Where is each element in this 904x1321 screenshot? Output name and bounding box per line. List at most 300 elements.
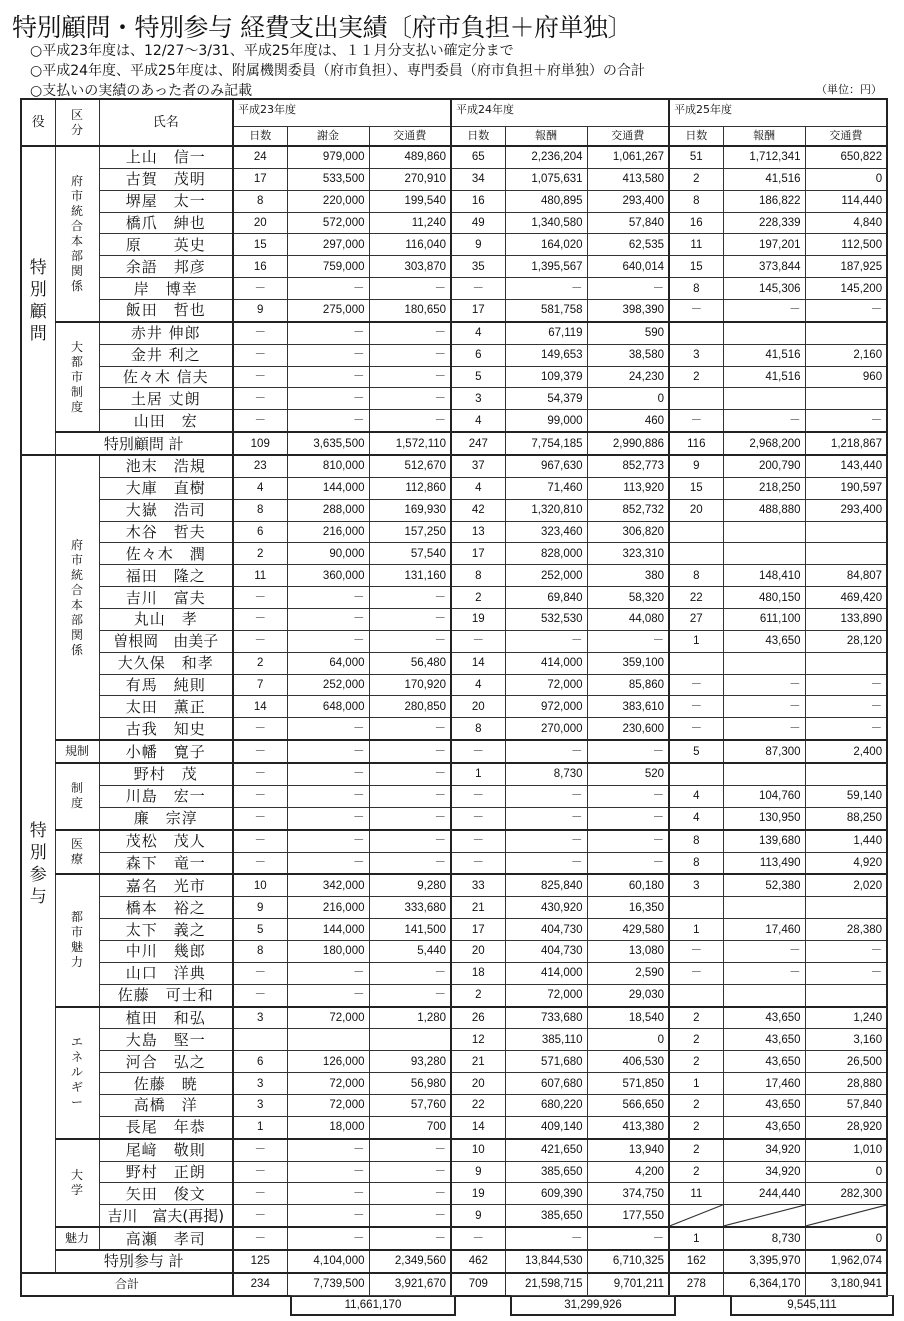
header-h25-days: 日数 [669,127,723,147]
cell-d24: 37 [451,455,505,477]
table-row [21,190,887,212]
cell-p23: － [287,1205,369,1227]
cell-p25: 218,250 [723,477,805,499]
table-row [21,852,887,874]
cell-p25: 373,844 [723,256,805,278]
cell-d25: 1 [669,919,723,941]
cell-d23: 6 [233,1051,287,1073]
cell-t25: 0 [805,168,887,190]
cell-t23: － [369,1139,451,1161]
cell-p24: 1,320,810 [505,499,587,521]
table-row [21,388,887,410]
cell-p23: － [287,410,369,432]
cell-d25: 8 [669,565,723,587]
cell-d25: 9 [669,455,723,477]
cell-t23: － [369,1205,451,1227]
cell-p24: 99,000 [505,410,587,432]
cell-d24: 19 [451,1183,505,1205]
person-name: 余語 邦彦 [99,256,233,278]
header-role: 役 [21,99,55,146]
person-name: 上山 信一 [99,146,233,168]
cell-t24: 1,061,267 [587,146,669,168]
page-title: 特別顧問・特別参与 経費支出実績〔府市負担＋府単独〕 [12,13,632,42]
cell-p23: 979,000 [287,146,369,168]
person-name: 山口 洋典 [99,962,233,984]
cell-t23: 280,850 [369,696,451,718]
cell-d25: 11 [669,234,723,256]
cell-t25: 0 [805,1227,887,1250]
cell-d25: 8 [669,190,723,212]
cell-p25: 52,380 [723,874,805,896]
table-row [21,874,887,896]
table-body [21,146,887,1296]
cell-t23: － [369,1227,451,1250]
expense-table [20,98,888,1297]
cell-p24: 109,379 [505,366,587,388]
cell-p24: 385,110 [505,1029,587,1051]
cell-p23: 810,000 [287,455,369,477]
cell-t23: 512,670 [369,455,451,477]
cell-d25 [669,984,723,1006]
cell-p25 [723,984,805,1006]
cell-p25: 41,516 [723,168,805,190]
table-row [21,652,887,674]
cell-t24: － [587,630,669,652]
table-row [21,587,887,609]
cell-t25: 112,500 [805,234,887,256]
person-name: 大庫 直樹 [99,477,233,499]
cell-p24: 733,680 [505,1007,587,1029]
cell-p23: 90,000 [287,543,369,565]
cell-p23: 4,104,000 [287,1250,369,1273]
table-row [21,278,887,300]
cell-p25: 43,650 [723,1007,805,1029]
cell-d24: 22 [451,1094,505,1116]
cell-p25: 43,650 [723,1051,805,1073]
cell-t23: － [369,278,451,300]
cell-p25: 1,712,341 [723,146,805,168]
cell-t23: － [369,718,451,740]
cell-p24: 571,680 [505,1051,587,1073]
cell-p25 [723,897,805,919]
cell-d23: 16 [233,256,287,278]
cell-t23: － [369,1161,451,1183]
cell-t25: 4,920 [805,852,887,874]
cell-d23: 2 [233,652,287,674]
cell-p23: 648,000 [287,696,369,718]
table-row [21,1205,887,1227]
cell-p23: 360,000 [287,565,369,587]
cell-p23: 72,000 [287,1007,369,1029]
cell-d25: 2 [669,1007,723,1029]
cell-d23: 15 [233,234,287,256]
cell-t23 [369,1029,451,1051]
cell-d25 [669,652,723,674]
cell-p23: － [287,322,369,344]
table-row [21,1051,887,1073]
cell-d25: － [669,674,723,696]
table-row [21,300,887,322]
table-row [21,897,887,919]
cell-p23: 288,000 [287,499,369,521]
person-name: 太下 義之 [99,919,233,941]
cell-p25: 480,150 [723,587,805,609]
cell-t23: 700 [369,1116,451,1138]
cell-p25: － [723,940,805,962]
category-label: 制度 [55,763,99,830]
person-name: 太田 薫正 [99,696,233,718]
cell-p23: 72,000 [287,1094,369,1116]
cell-t24: 13,080 [587,940,669,962]
person-name: 飯田 哲也 [99,300,233,322]
table-row [21,565,887,587]
table-row [21,1227,887,1250]
table-row [21,1073,887,1095]
category-label: 魅力 [55,1227,99,1250]
person-name: 森下 竜一 [99,852,233,874]
table-row [21,1116,887,1138]
cell-d25: 3 [669,344,723,366]
cell-p25: － [723,300,805,322]
cell-d25: － [669,718,723,740]
cell-d25 [669,543,723,565]
cell-t24: 590 [587,322,669,344]
cell-p25: 104,760 [723,785,805,807]
person-name: 高橋 洋 [99,1094,233,1116]
cell-t24: 306,820 [587,521,669,543]
cell-d24: 10 [451,1139,505,1161]
slash-mark [806,1205,887,1226]
cell-p25 [723,521,805,543]
cell-d25: 1 [669,1227,723,1250]
cell-p23: 216,000 [287,897,369,919]
cell-p23: 759,000 [287,256,369,278]
cell-t24: 374,750 [587,1183,669,1205]
cell-t25: 28,120 [805,630,887,652]
cell-d23: 14 [233,696,287,718]
cell-p24: 323,460 [505,521,587,543]
header-year-h24: 平成24年度 [451,99,669,127]
cell-p25: 34,920 [723,1161,805,1183]
role-label-advisor: 特別顧問 [21,146,55,455]
person-name: 大嶽 浩司 [99,499,233,521]
cell-d25: 27 [669,609,723,631]
cell-t25: 1,440 [805,830,887,852]
cell-p23: － [287,763,369,785]
cell-d23: 8 [233,940,287,962]
cell-t23: － [369,962,451,984]
cell-d23: 10 [233,874,287,896]
cell-d24: 35 [451,256,505,278]
cell-p25 [723,763,805,785]
cell-d24: 247 [451,432,505,455]
cell-t24: 359,100 [587,652,669,674]
cell-d25: 3 [669,874,723,896]
person-name: 茂松 茂人 [99,830,233,852]
cell-t24: 566,650 [587,1094,669,1116]
table-row [21,609,887,631]
cell-t24: 852,732 [587,499,669,521]
cell-p23: － [287,984,369,1006]
cell-t24: 13,940 [587,1139,669,1161]
category-label: 医療 [55,830,99,875]
cell-t24: 4,200 [587,1161,669,1183]
table-row [21,234,887,256]
table-row [21,962,887,984]
cell-p24: 1,340,580 [505,212,587,234]
cell-d24: 9 [451,1161,505,1183]
person-name: 小幡 寛子 [99,740,233,763]
cell-t25 [805,763,887,785]
cell-d24: 20 [451,1073,505,1095]
cell-t25: 28,380 [805,919,887,941]
cell-t25: 1,010 [805,1139,887,1161]
category-label: 大学 [55,1139,99,1227]
cell-d23: 8 [233,499,287,521]
cell-t24: 2,990,886 [587,432,669,455]
cell-d24: － [451,740,505,763]
cell-t23: 180,650 [369,300,451,322]
cell-p23: － [287,785,369,807]
table-row [21,696,887,718]
cell-p23: 252,000 [287,674,369,696]
person-name: 大久保 和孝 [99,652,233,674]
table-row [21,940,887,962]
cell-t25: 190,597 [805,477,887,499]
cell-d24: 2 [451,984,505,1006]
cell-d24: － [451,630,505,652]
cell-d24: － [451,278,505,300]
table-row [21,543,887,565]
person-name: 尾﨑 敬則 [99,1139,233,1161]
cell-t24: 0 [587,1029,669,1051]
cell-p24: 404,730 [505,940,587,962]
cell-d25: 2 [669,1161,723,1183]
cell-t24: 383,610 [587,696,669,718]
cell-d25: － [669,300,723,322]
cell-d23 [233,1029,287,1051]
grand-total-h23: 11,661,170 [290,1295,456,1316]
person-name: 廉 宗淳 [99,807,233,829]
cell-t24: 18,540 [587,1007,669,1029]
table-row [21,1139,887,1161]
person-name: 赤井 伸郎 [99,322,233,344]
cell-d24: 14 [451,1116,505,1138]
person-name: 佐々木 潤 [99,543,233,565]
cell-p24: 828,000 [505,543,587,565]
cell-p24: 7,754,185 [505,432,587,455]
cell-p23: － [287,388,369,410]
person-name: 野村 茂 [99,763,233,785]
cell-p24: 8,730 [505,763,587,785]
cell-p24: 1,395,567 [505,256,587,278]
cell-p24: － [505,830,587,852]
cell-t24: 571,850 [587,1073,669,1095]
cell-d25: 22 [669,587,723,609]
note-paid-only: ○支払いの実績のあった者のみ記載 [30,83,253,99]
person-name: 福田 隆之 [99,565,233,587]
cell-t24: 0 [587,388,669,410]
cell-p25: 43,650 [723,1094,805,1116]
cell-d24: 17 [451,300,505,322]
cell-d23: － [233,1227,287,1250]
cell-p23: 3,635,500 [287,432,369,455]
cell-p24: 421,650 [505,1139,587,1161]
cell-d23: 9 [233,897,287,919]
cell-d23: － [233,322,287,344]
cell-t25 [805,984,887,1006]
cell-p25 [723,543,805,565]
person-name: 堺屋 太一 [99,190,233,212]
cell-t24: 85,860 [587,674,669,696]
cell-t24: 57,840 [587,212,669,234]
cell-t23: 1,280 [369,1007,451,1029]
cell-p24: 532,530 [505,609,587,631]
cell-t23: 170,920 [369,674,451,696]
cell-d25 [669,521,723,543]
role-label-councilor: 特別参与 [21,455,55,1273]
cell-p23: 144,000 [287,477,369,499]
cell-d25: 15 [669,256,723,278]
cell-p23: 297,000 [287,234,369,256]
cell-t25: 84,807 [805,565,887,587]
cell-p24: 21,598,715 [505,1273,587,1296]
cell-p25: 43,650 [723,630,805,652]
total-label: 合計 [21,1273,233,1296]
cell-p25: 43,650 [723,1029,805,1051]
header-h24-transport: 交通費 [587,127,669,147]
person-name: 橋本 裕之 [99,897,233,919]
cell-d25: 278 [669,1273,723,1296]
cell-t25: 59,140 [805,785,887,807]
cell-t25 [805,521,887,543]
cell-t25: 28,920 [805,1116,887,1138]
table-row [21,630,887,652]
subtotal-label: 特別参与 計 [55,1250,233,1273]
cell-d23: － [233,630,287,652]
cell-d24: － [451,830,505,852]
cell-p25: 3,395,970 [723,1250,805,1273]
cell-d24: 13 [451,521,505,543]
cell-t23: － [369,344,451,366]
category-label: 大都市制度 [55,322,99,432]
cell-d24: － [451,1227,505,1250]
cell-d25: 5 [669,740,723,763]
cell-d23: 4 [233,477,287,499]
cell-t24: 429,580 [587,919,669,941]
cell-p23: 180,000 [287,940,369,962]
category-label: エネルギー [55,1007,99,1139]
cell-d23: 24 [233,146,287,168]
cell-d24: 21 [451,1051,505,1073]
table-row [21,674,887,696]
header-h23-days: 日数 [233,127,287,147]
cell-p23: 275,000 [287,300,369,322]
cell-p23: － [287,852,369,874]
cell-t25: 26,500 [805,1051,887,1073]
cell-p24: － [505,1227,587,1250]
slash-mark [670,1205,723,1226]
cell-p25: － [723,410,805,432]
cell-t25: 4,840 [805,212,887,234]
cell-p24: － [505,740,587,763]
cell-t24: 413,580 [587,168,669,190]
person-name: 岸 博幸 [99,278,233,300]
note-period: ○平成23年度は、12/27～3/31、平成25年度は、１１月分支払い確定分まで [30,43,514,59]
table-row [21,1161,887,1183]
cell-d23: － [233,962,287,984]
cell-t25 [805,322,887,344]
table-row [21,830,887,852]
cell-p23: － [287,278,369,300]
cell-t24: 323,310 [587,543,669,565]
cell-p25 [723,652,805,674]
cell-d23: 5 [233,919,287,941]
category-label: 都市魅力 [55,874,99,1006]
cell-t23: － [369,587,451,609]
subtotal-label: 特別顧問 計 [55,432,233,455]
cell-p24: 414,000 [505,962,587,984]
cell-t25 [805,388,887,410]
cell-d25: 15 [669,477,723,499]
cell-d24: 18 [451,962,505,984]
cell-t23: － [369,1183,451,1205]
cell-p25: 2,968,200 [723,432,805,455]
cell-d23: － [233,587,287,609]
cell-t23: 131,160 [369,565,451,587]
person-name: 吉川 富夫(再掲) [99,1205,233,1227]
person-name: 川島 宏一 [99,785,233,807]
cell-t25: 88,250 [805,807,887,829]
note-scope: ○平成24年度、平成25年度は、附属機関委員（府市負担）、専門委員（府市負担＋府単独）の合計 [30,63,645,79]
cell-p23: 72,000 [287,1073,369,1095]
cell-d23: － [233,852,287,874]
total-row [21,1273,887,1296]
cell-d24: 34 [451,168,505,190]
cell-d23: 234 [233,1273,287,1296]
table-row [21,410,887,432]
cell-d24: 9 [451,1205,505,1227]
person-name: 有馬 純則 [99,674,233,696]
cell-t24: 398,390 [587,300,669,322]
cell-p25: 200,790 [723,455,805,477]
table-row [21,455,887,477]
person-name: 土居 丈朗 [99,388,233,410]
cell-d24: 21 [451,897,505,919]
cell-d23: 7 [233,674,287,696]
cell-p25: 228,339 [723,212,805,234]
cell-t23: － [369,630,451,652]
cell-p25: 41,516 [723,366,805,388]
table-row [21,785,887,807]
cell-t24: 640,014 [587,256,669,278]
person-name: 高瀬 孝司 [99,1227,233,1250]
cell-p25: 130,950 [723,807,805,829]
table-row [21,477,887,499]
cell-d23: 20 [233,212,287,234]
cell-t24: － [587,807,669,829]
cell-t24: 460 [587,410,669,432]
cell-p24: 67,119 [505,322,587,344]
cell-p23 [287,1029,369,1051]
cell-p24: 69,840 [505,587,587,609]
category-label: 府市統合本部関係 [55,146,99,322]
cell-t23: 9,280 [369,874,451,896]
person-name: 大島 堅一 [99,1029,233,1051]
cell-p24: 2,236,204 [505,146,587,168]
header-year-h25: 平成25年度 [669,99,887,127]
cell-d24: － [451,785,505,807]
